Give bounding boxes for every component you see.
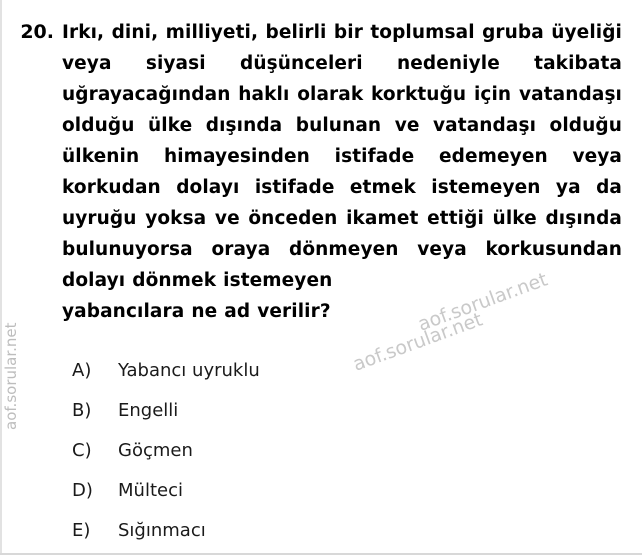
option-e[interactable] (72, 520, 592, 542)
option-a[interactable] (72, 360, 592, 382)
option-e-letter: E) (72, 520, 91, 541)
option-d-label: Mülteci (118, 480, 183, 501)
watermark-text-two: aof.sorular.net (415, 268, 551, 336)
option-c-letter: C) (72, 440, 92, 461)
answer-options (72, 360, 592, 560)
watermark-text-side: aof.sorular.net (2, 322, 20, 430)
option-b[interactable] (72, 400, 592, 422)
option-b-letter: B) (72, 400, 92, 421)
watermark-text-one: aof.sorular.net (350, 308, 486, 376)
option-c[interactable] (72, 440, 592, 462)
question-body: Irkı, dini, milliyeti, belirli bir toplumsal gruba üyeliği veya siyasi düşünceleri nedeniyle takibata uğrayacağından haklı olarak korktuğu için vatandaşı olduğu ülke dışında bulunan ve vatandaşı olduğu ülkenin himayesinden istifade edemeyen veya korkudan dolayı istifade etmek istemeyen ya da uyruğu yoksa ve önceden ikamet ettiği ülke dışında bulunuyorsa oraya dönmeyen veya korkusundan dolayı dönmek istemeyen (62, 22, 622, 291)
option-a-letter: A) (72, 360, 92, 381)
option-a-label: Yabancı uyruklu (118, 360, 260, 381)
option-d-letter: D) (72, 480, 93, 501)
option-d[interactable] (72, 480, 592, 502)
option-e-label: Sığınmacı (118, 520, 206, 541)
option-b-label: Engelli (118, 400, 179, 421)
page-left-border (0, 0, 2, 555)
question-last-line: yabancılara ne ad verilir? (62, 301, 331, 322)
question-block (18, 17, 622, 327)
question-row (18, 17, 622, 327)
question-number: 20. (20, 21, 54, 43)
option-c-label: Göçmen (118, 440, 193, 461)
question-text (62, 17, 622, 327)
